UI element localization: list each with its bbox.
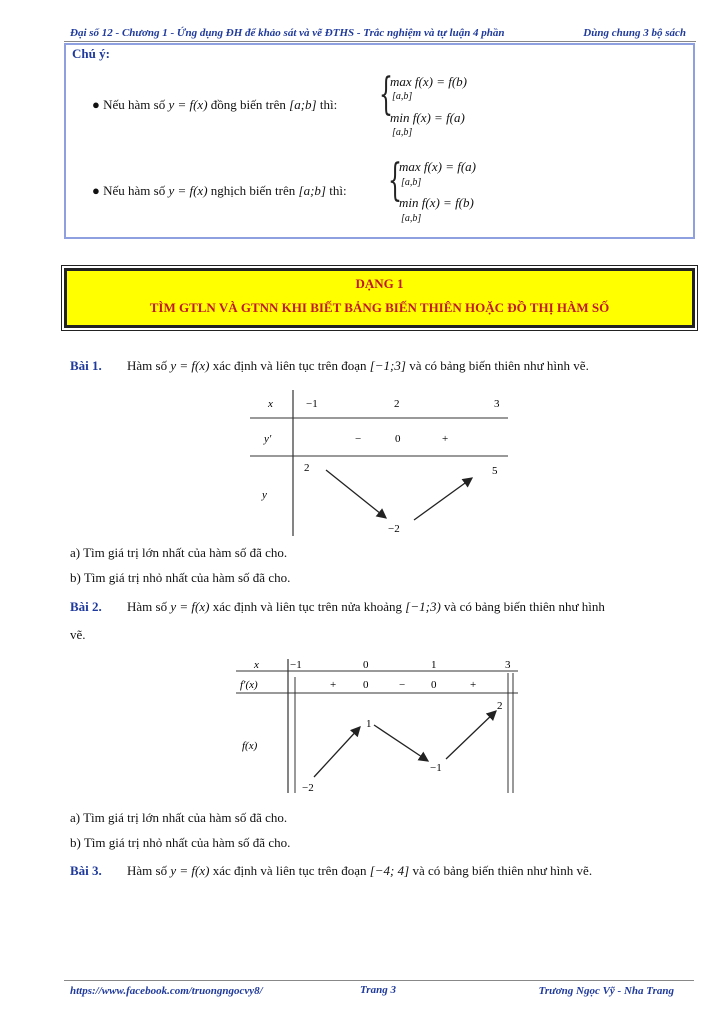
note-title: Chú ý: <box>72 46 110 61</box>
table1-x-value: 2 <box>394 398 400 410</box>
exercise-3-statement <box>127 863 592 879</box>
section-subtitle: TÌM GTLN VÀ GTNN KHI BIẾT BẢNG BIẾN THIÊN HOẶC ĐỒ THỊ HÀM SỐ <box>149 300 610 315</box>
table1-increase-arrow <box>414 478 472 520</box>
table2-f-value: −1 <box>430 762 442 774</box>
exercise-1-pre: Hàm số <box>127 358 168 373</box>
exercise-2-statement <box>127 599 707 615</box>
footer-page-number: Trang 3 <box>360 984 396 996</box>
table2-x-value: −1 <box>290 659 302 671</box>
table2-x-value: 1 <box>431 659 437 671</box>
page-header-book-note: Dùng chung 3 bộ sách <box>583 27 686 39</box>
table1-sign: − <box>355 433 362 445</box>
exercise-1-question-a: a) Tìm giá trị lớn nhất của hàm số đã cho. <box>70 545 288 560</box>
note-item2-min-sub: [a,b] <box>401 213 422 224</box>
table1-y-value: 5 <box>492 465 498 477</box>
table2-x-label: x <box>254 659 259 671</box>
note-item1-max: max f(x) = f(b) <box>390 74 467 89</box>
exercise-3-pre: Hàm số <box>127 863 168 878</box>
note-item2-mid: nghịch biến trên <box>210 183 296 198</box>
table2-sign: + <box>330 679 337 691</box>
header-divider <box>64 41 696 42</box>
table2-x-value: 0 <box>363 659 369 671</box>
table2-x-value: 3 <box>505 659 511 671</box>
exercise-2-question-a: a) Tìm giá trị lớn nhất của hàm số đã cho. <box>70 810 288 825</box>
table1-y-value: −2 <box>388 523 400 535</box>
note-item1-prefix: ● Nếu hàm số <box>92 97 166 112</box>
table2-fprime-label: f′(x) <box>240 679 258 691</box>
exercise-2-statement-cont: vẽ. <box>70 627 86 642</box>
exercise-1-interval: [−1;3] <box>369 358 406 373</box>
table2-sign: 0 <box>363 679 369 691</box>
table1-y-value: 2 <box>304 462 310 474</box>
table2-f-label: f(x) <box>242 740 258 752</box>
variation-table-1 <box>246 386 512 538</box>
exercise-2-pre: Hàm số <box>127 599 168 614</box>
table1-sign: 0 <box>395 433 401 445</box>
variation-table-2 <box>232 655 522 797</box>
footer-facebook-link[interactable]: https://www.facebook.com/truongngocvy8/ <box>70 985 263 997</box>
exercise-2-func: y = f(x) <box>170 599 210 614</box>
table2-f-value: −2 <box>302 782 314 794</box>
note-item2-prefix: ● Nếu hàm số <box>92 183 166 198</box>
note-item2-max-sub: [a,b] <box>401 177 422 188</box>
note-item1-suffix: thì: <box>319 97 338 112</box>
exercise-1-post: và có bảng biến thiên như hình vẽ. <box>409 358 589 373</box>
table1-x-value: 3 <box>494 398 500 410</box>
exercise-1-mid: xác định và liên tục trên đoạn <box>212 358 367 373</box>
note-item2-suffix: thì: <box>329 183 347 198</box>
exercise-1-question-b: b) Tìm giá trị nhỏ nhất của hàm số đã cho. <box>70 570 291 585</box>
table2-sign: 0 <box>431 679 437 691</box>
exercise-3-post: và có bảng biến thiên như hình vẽ. <box>412 863 593 878</box>
exercise-2-label: Bài 2. <box>70 599 102 614</box>
table1-y-label: y <box>262 489 267 501</box>
table2-f-value: 1 <box>366 718 372 730</box>
table2-increase-arrow <box>446 711 496 759</box>
exercise-2-post: và có bảng biến thiên như hình <box>444 599 605 614</box>
table2-sign: − <box>399 679 406 691</box>
table2-decrease-arrow <box>374 725 428 761</box>
table1-decrease-arrow <box>326 470 386 518</box>
footer-author: Trương Ngọc Vỹ - Nha Trang <box>538 985 674 997</box>
table1-x-label: x <box>268 398 273 410</box>
exercise-3-func: y = f(x) <box>170 863 210 878</box>
exercise-1-statement <box>127 358 589 374</box>
footer-divider <box>64 980 694 981</box>
note-item1-min-sub: [a,b] <box>392 127 413 138</box>
note-item1-mid: đồng biến trên <box>210 97 286 112</box>
exercise-1-label: Bài 1. <box>70 358 102 373</box>
exercise-1-func: y = f(x) <box>170 358 210 373</box>
brace-icon: { <box>379 69 393 120</box>
table2-sign: + <box>470 679 477 691</box>
note-item1-min: min f(x) = f(a) <box>390 110 465 125</box>
table1-x-value: −1 <box>306 398 318 410</box>
note-item1-func: y = f(x) <box>168 97 208 112</box>
table2-f-value: 2 <box>497 700 503 712</box>
table1-sign: + <box>442 433 449 445</box>
section-title: DẠNG 1 <box>355 276 404 291</box>
note-item-increasing <box>92 97 337 113</box>
note-item2-max: max f(x) = f(a) <box>399 159 476 174</box>
exercise-2-interval: [−1;3) <box>405 599 441 614</box>
note-item1-max-sub: [a,b] <box>392 91 413 102</box>
exercise-2-question-b: b) Tìm giá trị nhỏ nhất của hàm số đã cho. <box>70 835 291 850</box>
exercise-3-mid: xác định và liên tục trên đoạn <box>212 863 367 878</box>
exercise-3-label: Bài 3. <box>70 863 102 878</box>
note-item1-interval: [a;b] <box>289 97 317 112</box>
page-header-title: Đại số 12 - Chương 1 - Ứng dụng ĐH để khảo sát và vẽ ĐTHS - Trắc nghiệm và tự luận 4 phần <box>70 27 505 39</box>
exercise-2-mid: xác định và liên tục trên nửa khoảng <box>212 599 403 614</box>
note-item2-interval: [a;b] <box>298 183 326 198</box>
exercise-3-interval: [−4; 4] <box>369 863 410 878</box>
brace-icon: { <box>388 155 402 206</box>
table1-yprime-label: y′ <box>264 433 272 445</box>
note-item-decreasing <box>92 183 347 199</box>
table2-increase-arrow <box>314 727 360 777</box>
note-item2-func: y = f(x) <box>168 183 208 198</box>
note-item2-min: min f(x) = f(b) <box>399 195 474 210</box>
